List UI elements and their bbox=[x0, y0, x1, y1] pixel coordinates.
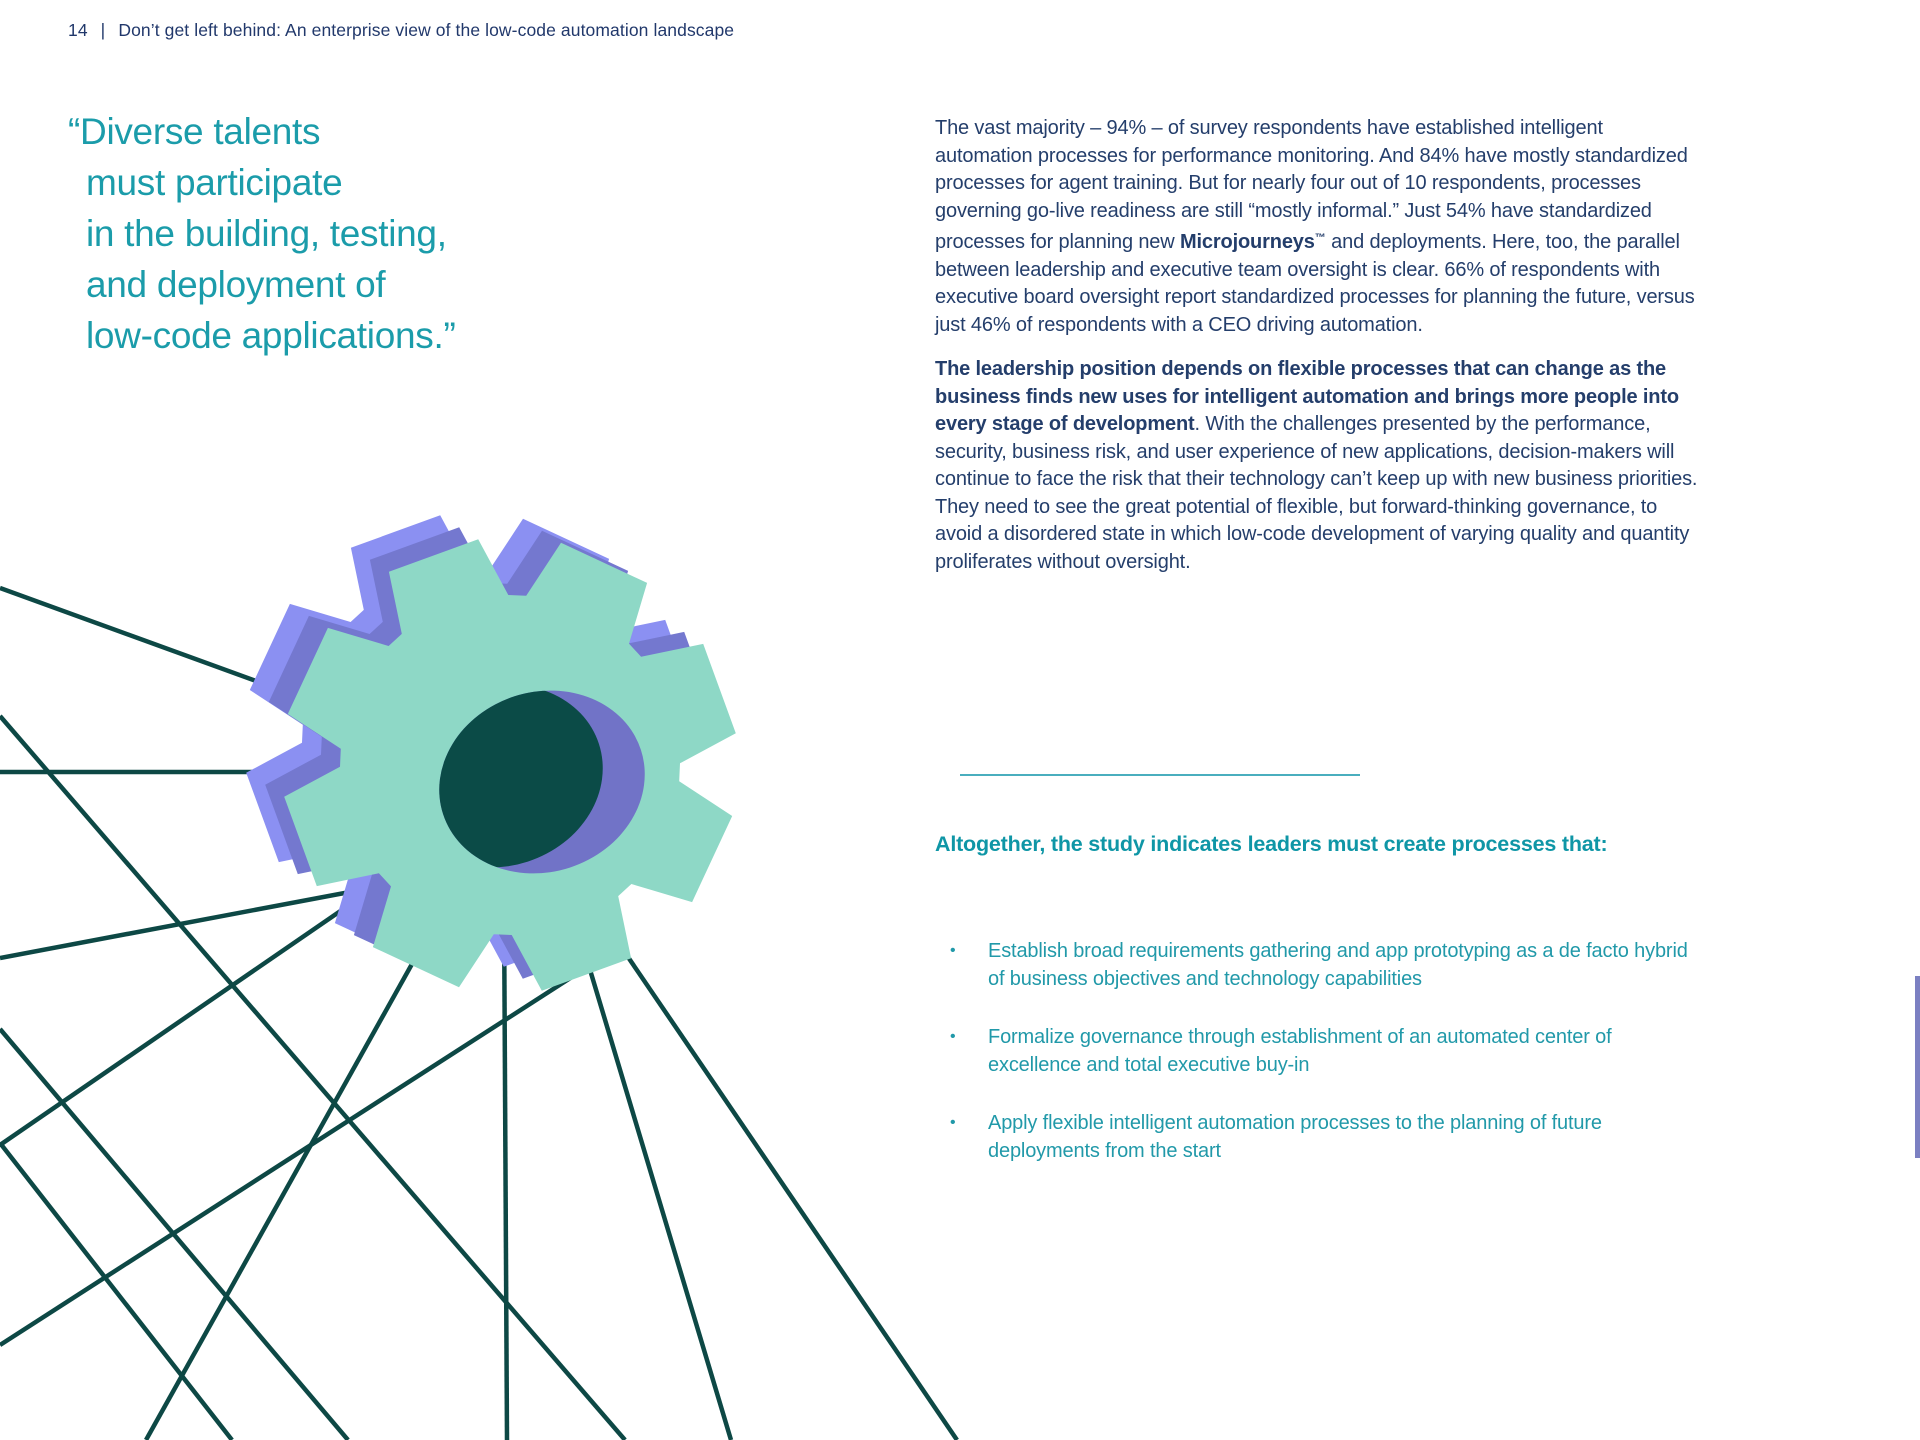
network-line bbox=[598, 913, 957, 1440]
page-edge-accent bbox=[1915, 976, 1920, 1158]
gear-front-face bbox=[284, 539, 736, 991]
pull-quote bbox=[68, 106, 646, 361]
gear-side-face bbox=[265, 527, 717, 979]
article-column bbox=[935, 115, 1705, 1195]
network-line bbox=[0, 1029, 348, 1440]
bullet-marker: • bbox=[950, 942, 956, 959]
paragraph-survey-findings bbox=[935, 115, 1705, 339]
network-line bbox=[0, 1143, 232, 1440]
paragraph-leadership bbox=[935, 356, 1705, 576]
bullet-text: Apply flexible intelligent automation processes to the planning of future deployments from the start bbox=[988, 1112, 1602, 1162]
bullet-marker: • bbox=[950, 1028, 956, 1045]
quote-line: low-code applications.” bbox=[86, 315, 456, 356]
network-line bbox=[0, 890, 371, 1145]
gear-hole bbox=[415, 664, 668, 899]
section-divider bbox=[960, 774, 1360, 776]
header-title: Don’t get left behind: An enterprise view of the low-code automation landscape bbox=[118, 20, 735, 40]
paragraph-text: and deployments. Here, too, the parallel between leadership and executive team oversight is clear. 66% of respondents with executive board oversight report standardized processes for planning the future, versus just 46% of respondents with a CEO driving automation. bbox=[935, 231, 1695, 336]
quote-line: and deployment of bbox=[86, 264, 386, 305]
bullet-text: Establish broad requirements gathering and app prototyping as a de facto hybrid of business objectives and technology capabilities bbox=[988, 940, 1688, 990]
network-line bbox=[504, 903, 507, 1440]
header-separator: | bbox=[100, 20, 106, 40]
gear-hole-shadow bbox=[373, 658, 626, 893]
trademark-symbol: ™ bbox=[1314, 232, 1326, 244]
quote-line: “Diverse talents bbox=[68, 111, 321, 152]
page-number: 14 bbox=[68, 20, 88, 40]
paragraph-text: The vast majority – 94% – of survey respondents have established intelligent automation processes for performance monitoring. And 84% have mostly standardized processes for agent training. But for nearly four out of 10 respondents, processes governing go-live readiness are still “mostly informal.” Just 54% have standardized processes for planning new bbox=[935, 117, 1688, 253]
paragraph-lead-bold: The leadership position depends on flexible processes that can change as the business finds new uses for intelligent automation and brings more people into every stage of development bbox=[935, 358, 1679, 435]
takeaways-heading: Altogether, the study indicates leaders must create processes that: bbox=[935, 832, 1608, 856]
page-header bbox=[68, 20, 734, 41]
gear-back-face bbox=[246, 515, 698, 967]
list-item bbox=[950, 937, 1705, 993]
paragraph-text: . With the challenges presented by the performance, security, business risk, and user experience of new applications, decision-makers will continue to face the risk that their technology can’t keep up with new business priorities. They need to see the great potential of flexible, but forward-thinking governance, to avoid a disordered state in which low-code development of varying quality and quantity proliferates without oversight. bbox=[935, 413, 1698, 573]
network-line bbox=[146, 921, 436, 1440]
quote-line: must participate bbox=[86, 162, 343, 203]
network-line bbox=[0, 588, 325, 706]
quote-line: in the building, testing, bbox=[86, 213, 447, 254]
list-item bbox=[950, 1023, 1705, 1079]
takeaways-list bbox=[935, 937, 1705, 1165]
list-item bbox=[950, 1109, 1705, 1165]
gear-network-illustration bbox=[0, 430, 980, 1440]
network-lines bbox=[0, 588, 957, 1440]
network-line bbox=[570, 903, 731, 1440]
network-line bbox=[0, 716, 625, 1440]
network-line bbox=[0, 975, 575, 1345]
bullet-marker: • bbox=[950, 1114, 956, 1131]
bullet-text: Formalize governance through establishment of an automated center of excellence and total executive buy-in bbox=[988, 1026, 1612, 1076]
network-line bbox=[0, 888, 371, 958]
brand-name: Microjourneys bbox=[1179, 231, 1315, 253]
